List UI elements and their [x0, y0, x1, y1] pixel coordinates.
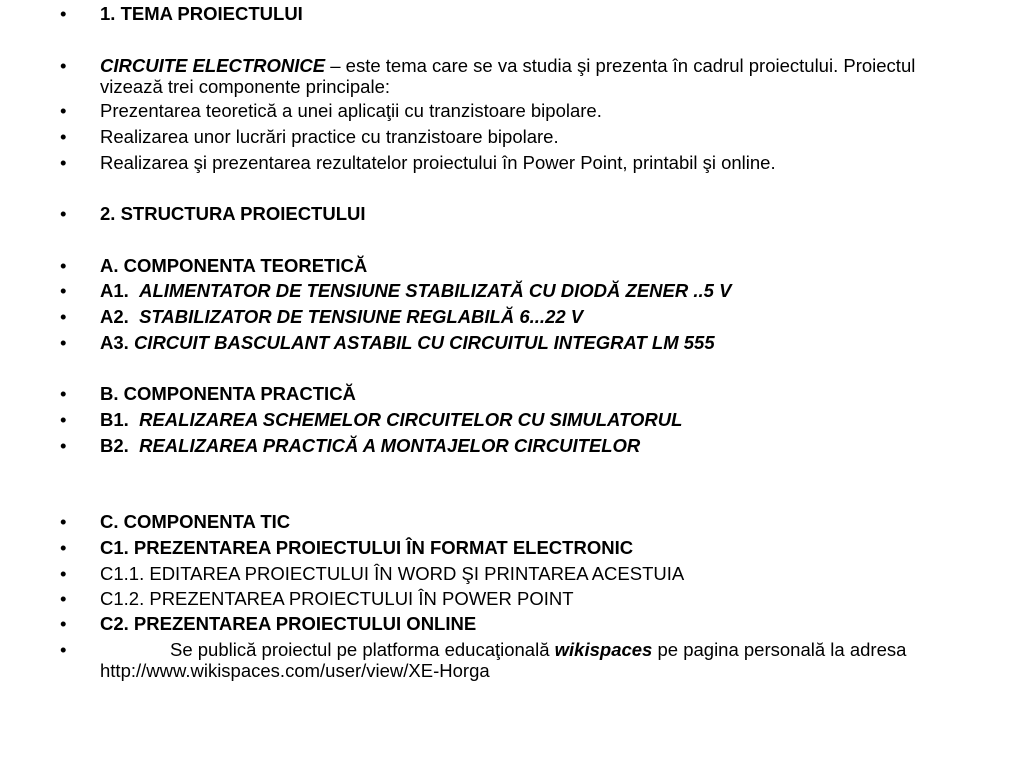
item-code: A3.: [100, 332, 129, 353]
final-paragraph: [100, 639, 970, 681]
component-item: Realizarea şi prezentarea rezultatelor proiectului în Power Point, printabil şi online.: [100, 152, 776, 173]
item-code: A2.: [100, 306, 129, 327]
bullet-marker: •: [60, 255, 67, 276]
subsection-item: [100, 306, 970, 327]
bullet-marker: •: [60, 563, 67, 584]
bullet-marker: •: [60, 537, 67, 558]
bullet-marker: •: [60, 3, 67, 24]
item-title: STABILIZATOR DE TENSIUNE REGLABILĂ 6...22 V: [139, 306, 584, 327]
section-title: 2. STRUCTURA PROIECTULUI: [100, 203, 366, 224]
item-code: A1.: [100, 280, 129, 301]
bullet-marker: •: [60, 203, 67, 224]
subsection-title: B. COMPONENTA PRACTICĂ: [100, 383, 356, 404]
bullet-marker: •: [60, 435, 67, 456]
item-title: ALIMENTATOR DE TENSIUNE STABILIZATĂ CU DIODĂ ZENER ..5 V: [139, 280, 732, 301]
item-title: CIRCUIT BASCULANT ASTABIL CU CIRCUITUL INTEGRAT LM 555: [133, 332, 715, 353]
bullet-marker: •: [60, 126, 67, 147]
subsection-item: C1.2. PREZENTAREA PROIECTULUI ÎN POWER POINT: [100, 588, 574, 609]
item-title: REALIZAREA SCHEMELOR CIRCUITELOR CU SIMULATORUL: [139, 409, 683, 430]
bullet-marker: •: [60, 511, 67, 532]
intro-paragraph: [100, 55, 970, 97]
subsection-title: A. COMPONENTA TEORETICĂ: [100, 255, 368, 276]
bullet-marker: •: [60, 55, 67, 76]
bullet-marker: •: [60, 306, 67, 327]
bullet-marker: •: [60, 100, 67, 121]
bullet-marker: •: [60, 383, 67, 404]
subsection-item: [100, 409, 970, 430]
component-item: Realizarea unor lucrări practice cu tranzistoare bipolare.: [100, 126, 559, 147]
final-text-start: Se publică proiectul pe platforma educaţională: [170, 639, 555, 660]
subsection-item: C2. PREZENTAREA PROIECTULUI ONLINE: [100, 613, 477, 634]
bullet-marker: •: [60, 332, 67, 353]
final-text-end: pe pagina personală la adresa http://www.wikispaces.com/user/view/XE-Horga: [100, 639, 907, 681]
bullet-marker: •: [60, 613, 67, 634]
bullet-marker: •: [60, 152, 67, 173]
bullet-marker: •: [60, 639, 67, 660]
bullet-marker: •: [60, 409, 67, 430]
subsection-item: [100, 435, 970, 456]
item-code: B1.: [100, 409, 129, 430]
item-code: B2.: [100, 435, 129, 456]
section-title: 1. TEMA PROIECTULUI: [100, 3, 303, 24]
subsection-item: [100, 280, 970, 301]
project-theme: CIRCUITE ELECTRONICE: [100, 55, 326, 76]
subsection-item: C1. PREZENTAREA PROIECTULUI ÎN FORMAT ELECTRONIC: [100, 537, 634, 558]
intro-description: – este tema care se va studia şi prezenta în cadrul proiectului. Proiectul vizează trei componente principale:: [100, 55, 916, 97]
item-title: REALIZAREA PRACTICĂ A MONTAJELOR CIRCUITELOR: [139, 435, 641, 456]
platform-name: wikispaces: [554, 639, 653, 660]
subsection-item: [100, 332, 970, 353]
subsection-item: C1.1. EDITAREA PROIECTULUI ÎN WORD ŞI PRINTAREA ACESTUIA: [100, 563, 685, 584]
bullet-marker: •: [60, 588, 67, 609]
bullet-marker: •: [60, 280, 67, 301]
component-item: Prezentarea teoretică a unei aplicaţii cu tranzistoare bipolare.: [100, 100, 602, 121]
subsection-title: C. COMPONENTA TIC: [100, 511, 291, 532]
